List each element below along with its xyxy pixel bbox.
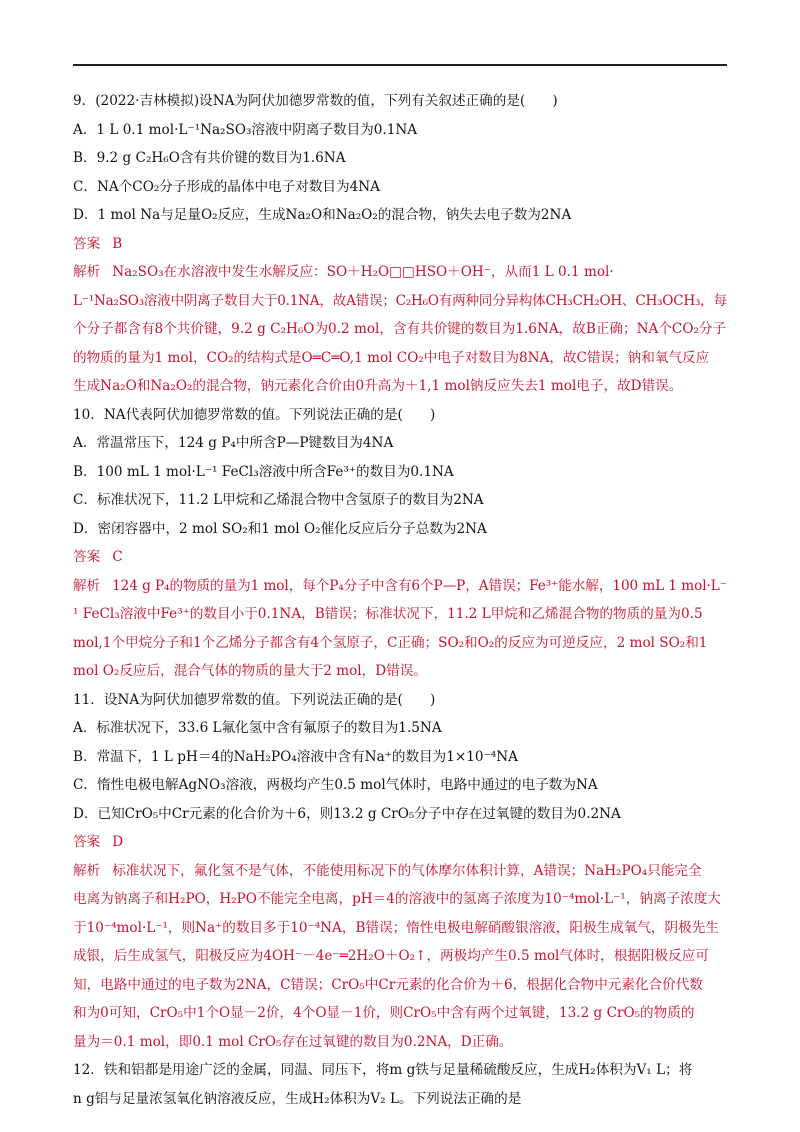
answer-label: 答案 (73, 549, 101, 565)
q10-analysis-line (73, 577, 727, 596)
q9-stem: 9．(2022·吉林模拟)设NA为阿伏加德罗常数的值，下列有关叙述正确的是( ) (73, 93, 558, 109)
q9-analysis-line (73, 263, 727, 282)
q11-analysis-line: 知，电路中通过的电子数为2NA，C错误；CrO₅中Cr元素的化合价为＋6，根据化合物中元素化合价代数 (73, 976, 703, 993)
document-page (73, 92, 727, 1118)
q9-analysis-line: L⁻¹Na₂SO₃溶液中阴离子数目大于0.1NA，故A错误；C₂H₆O有两种同分异构体CH₃CH₂OH、CH₃OCH₃，每 (73, 292, 727, 309)
q10-analysis-line: mol O₂反应后，混合气体的物质的量大于2 mol，D错误。 (73, 663, 427, 679)
q9-analysis-line: 生成Na₂O和Na₂O₂的混合物，钠元素化合价由0升高为＋1,1 mol钠反应失去1 mol电子，故D错误。 (73, 378, 683, 394)
answer-value: D (112, 834, 124, 850)
header-rule (73, 64, 727, 66)
q11-option-b: B．常温下，1 L pH＝4的NaH₂PO₄溶液中含有Na⁺的数目为1×10⁻⁴NA (73, 748, 518, 765)
analysis-label: 解析 (73, 264, 101, 280)
q10-stem: 10．NA代表阿伏加德罗常数的值。下列说法正确的是( ) (73, 406, 436, 423)
q12-stem-line: 12．铁和铝都是用途广泛的金属，同温、同压下，将m g铁与足量稀硫酸反应，生成H₂体积为V₁ L；将 (73, 1062, 693, 1078)
q10-option-b: B．100 mL 1 mol·L⁻¹ FeCl₃溶液中所含Fe³⁺的数目为0.1NA (73, 463, 454, 480)
q11-analysis-line: 于10⁻⁴mol·L⁻¹，则Na⁺的数目多于10⁻⁴NA，B错误；惰性电极电解硝酸银溶液，阳极生成氧气，阴极先生 (73, 919, 719, 936)
q10-analysis-line: ¹ FeCl₃溶液中Fe³⁺的数目小于0.1NA，B错误；标准状况下，11.2 L甲烷和乙烯混合物的物质的量为0.5 (73, 606, 703, 622)
analysis-label: 解析 (73, 862, 101, 879)
q11-stem: 11．设NA为阿伏加德罗常数的值。下列说法正确的是( ) (73, 691, 436, 708)
q11-option-a: A．标准状况下，33.6 L氟化氢中含有氟原子的数目为1.5NA (73, 720, 442, 736)
q9-answer (73, 235, 727, 254)
answer-label: 答案 (73, 235, 101, 252)
answer-value: C (112, 549, 123, 565)
analysis-text: 124 g P₄的物质的量为1 mol，每个P₄分子中含有6个P—P，A错误；Fe³⁺能水解，100 mL 1 mol·L⁻ (112, 577, 727, 594)
q10-option-c: C．标准状况下，11.2 L甲烷和乙烯混合物中含氢原子的数目为2NA (73, 492, 484, 508)
q11-analysis-line: 和为0可知，CrO₅中1个O显－2价，4个O显－1价，则CrO₅中含有两个过氧键，13.2 g CrO₅的物质的 (73, 1005, 695, 1021)
q11-analysis-line: 成银，后生成氢气，阳极反应为4OH⁻－4e⁻═2H₂O＋O₂↑，两极均产生0.5 mol气体时，根据阳极反应可 (73, 948, 709, 964)
q11-answer (73, 833, 727, 852)
q10-answer (73, 548, 727, 567)
answer-value: B (112, 235, 123, 252)
q9-analysis-line: 个分子都含有8个共价键，9.2 g C₂H₆O为0.2 mol，含有共价键的数目为1.6NA，故B正确；NA个CO₂分子 (73, 321, 727, 337)
q9-option-d: D．1 mol Na与足量O₂反应，生成Na₂O和Na₂O₂的混合物，钠失去电子数为2NA (73, 207, 572, 223)
q12-stem-line: n g铝与足量浓氢氧化钠溶液反应，生成H₂体积为V₂ L。下列说法正确的是 (73, 1090, 522, 1107)
analysis-label: 解析 (73, 577, 101, 594)
q10-option-a: A．常温常压下，124 g P₄中所含P—P键数目为4NA (73, 435, 394, 451)
q11-analysis-line: 量为＝0.1 mol，即0.1 mol CrO₅存在过氧键的数目为0.2NA，D正确。 (73, 1033, 513, 1050)
q11-analysis-line (73, 862, 727, 881)
q10-option-d: D．密闭容器中，2 mol SO₂和1 mol O₂催化反应后分子总数为2NA (73, 520, 487, 537)
q9-option-b: B．9.2 g C₂H₆O含有共价键的数目为1.6NA (73, 150, 346, 166)
q9-option-a: A．1 L 0.1 mol·L⁻¹Na₂SO₃溶液中阴离子数目为0.1NA (73, 121, 418, 138)
analysis-text: 标准状况下，氟化氢不是气体，不能使用标况下的气体摩尔体积计算，A错误；NaH₂PO₄只能完全 (112, 862, 702, 879)
analysis-text: Na₂SO₃在水溶液中发生水解反应：SO＋H₂O□□HSO＋OH⁻，从而1 L 0.1 mol· (112, 264, 614, 280)
q11-analysis-line: 电离为钠离子和H₂PO，H₂PO不能完全电离，pH＝4的溶液中的氢离子浓度为10⁻⁴mol·L⁻¹，钠离子浓度大 (73, 891, 721, 907)
q9-analysis-line: 的物质的量为1 mol，CO₂的结构式是O═C═O,1 mol CO₂中电子对数目为8NA，故C错误；钠和氧气反应 (73, 349, 710, 366)
q11-option-c: C．惰性电极电解AgNO₃溶液，两极均产生0.5 mol气体时，电路中通过的电子数为NA (73, 777, 598, 793)
q10-analysis-line: mol,1个甲烷分子和1个乙烯分子都含有4个氢原子，C正确；SO₂和O₂的反应为可逆反应，2 mol SO₂和1 (73, 634, 708, 651)
q9-option-c: C．NA个CO₂分子形成的晶体中电子对数目为4NA (73, 178, 380, 195)
q11-option-d: D．已知CrO₅中Cr元素的化合价为＋6，则13.2 g CrO₅分子中存在过氧键的数目为0.2NA (73, 805, 621, 822)
answer-label: 答案 (73, 834, 101, 850)
